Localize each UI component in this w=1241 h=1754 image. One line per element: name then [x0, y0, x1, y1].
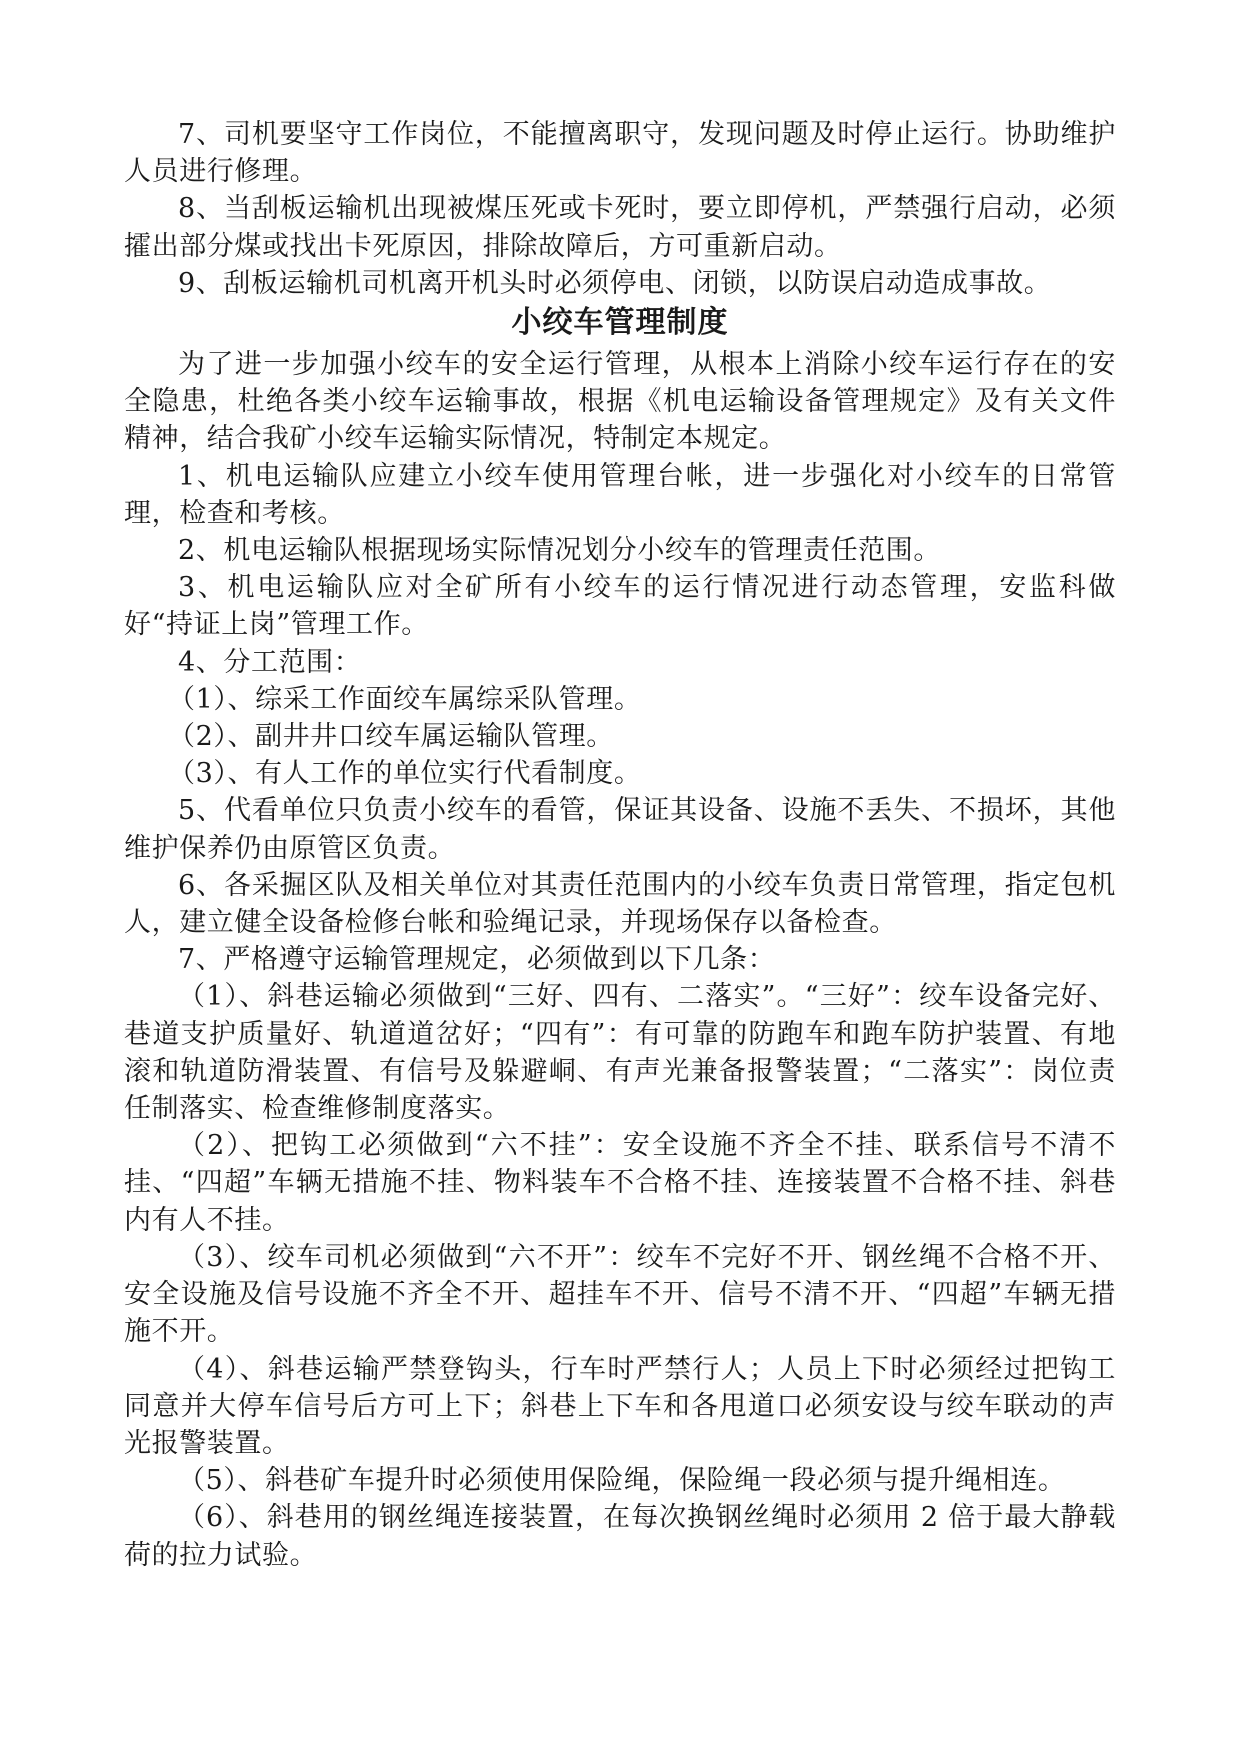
paragraph-rule-7-item-6: （6）、斜巷用的钢丝绳连接装置，在每次换钢丝绳时必须用 2 倍于最大静载荷的拉力试验。 — [124, 1502, 1116, 1571]
paragraph-rule-4-item-2: （2）、副井井口绞车属运输队管理。 — [168, 721, 614, 753]
paragraph-rule-7-item-4: （4）、斜巷运输严禁登钩头，行车时严禁行人；人员上下时必须经过把钩工同意并大停车信号后方可上下；斜巷上下车和各甩道口必须安设与绞车联动的声光报警装置。 — [124, 1353, 1116, 1459]
paragraph-rule-4: 4、分工范围： — [178, 646, 362, 678]
paragraph-rule-7-item-2: （2）、把钩工必须做到“六不挂”：安全设施不齐全不挂、联系信号不清不挂、“四超”车辆无措施不挂、物料装车不合格不挂、连接装置不合格不挂、斜巷内有人不挂。 — [124, 1130, 1116, 1236]
document-page — [124, 116, 1116, 1574]
paragraph-item-8: 8、当刮板运输机出现被煤压死或卡死时，要立即停机，严禁强行启动，必须攉出部分煤或找出卡死原因，排除故障后，方可重新启动。 — [124, 193, 1116, 262]
paragraph-item-9: 9、刮板运输机司机离开机头时必须停电、闭锁，以防误启动造成事故。 — [178, 267, 1052, 299]
paragraph-rule-6: 6、各采掘区队及相关单位对其责任范围内的小绞车负责日常管理，指定包机人，建立健全设备检修台帐和验绳记录，并现场保存以备检查。 — [124, 869, 1116, 939]
paragraph-rule-1: 1、机电运输队应建立小绞车使用管理台帐，进一步强化对小绞车的日常管理，检查和考核。 — [124, 460, 1116, 529]
paragraph-rule-5: 5、代看单位只负责小绞车的看管，保证其设备、设施不丢失、不损坏，其他维护保养仍由原管区负责。 — [124, 795, 1116, 864]
paragraph-rule-7: 7、严格遵守运输管理规定，必须做到以下几条： — [178, 944, 776, 976]
paragraph-item-7: 7、司机要坚守工作岗位，不能擅离职守，发现问题及时停止运行。协助维护人员进行修理。 — [124, 119, 1116, 188]
paragraph-preamble: 为了进一步加强小绞车的安全运行管理，从根本上消除小绞车运行存在的安全隐患，杜绝各类小绞车运输事故，根据《机电运输设备管理规定》及有关文件精神，结合我矿小绞车运输实际情况，特制定本规定。 — [124, 349, 1116, 455]
paragraph-rule-7-item-1: （1）、斜巷运输必须做到“三好、四有、二落实”。“三好”：绞车设备完好、巷道支护质量好、轨道道岔好；“四有”：有可靠的防跑车和跑车防护装置、有地滚和轨道防滑装置、有信号及躲避峒、有声光兼备报警装置；“二落实”：岗位责任制落实、检查维修制度落实。 — [124, 981, 1116, 1125]
section-title: 小绞车管理制度 — [511, 305, 729, 341]
paragraph-rule-3: 3、机电运输队应对全矿所有小绞车的运行情况进行动态管理，安监科做好“持证上岗”管理工作。 — [124, 572, 1116, 641]
paragraph-rule-7-item-5: （5）、斜巷矿车提升时必须使用保险绳，保险绳一段必须与提升绳相连。 — [178, 1465, 1066, 1497]
paragraph-rule-2: 2、机电运输队根据现场实际情况划分小绞车的管理责任范围。 — [178, 535, 941, 567]
paragraph-rule-7-item-3: （3）、绞车司机必须做到“六不开”：绞车不完好不开、钢丝绳不合格不开、安全设施及信号设施不齐全不开、超挂车不开、信号不清不开、“四超”车辆无措施不开。 — [124, 1241, 1116, 1348]
paragraph-rule-4-item-3: （3）、有人工作的单位实行代看制度。 — [168, 758, 642, 790]
paragraph-rule-4-item-1: （1）、综采工作面绞车属综采队管理。 — [168, 683, 642, 715]
